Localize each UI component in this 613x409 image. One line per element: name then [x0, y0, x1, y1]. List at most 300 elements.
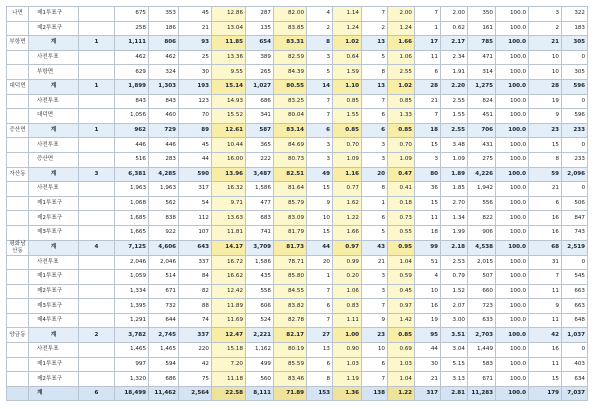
value-cell: 0.85 — [388, 123, 415, 138]
value-cell: 100.0 — [496, 167, 529, 182]
polling-station-label: 제2투표구 — [29, 284, 79, 299]
value-cell: 59 — [529, 167, 562, 182]
district-name-cell — [7, 182, 29, 197]
value-cell: 8 — [307, 36, 333, 51]
value-cell: 123 — [179, 94, 212, 109]
value-cell: 4 — [415, 270, 441, 285]
value-cell: 317 — [179, 182, 212, 197]
value-cell: 222 — [246, 152, 274, 167]
count-cell: 6 — [79, 386, 115, 401]
district-name-cell: 대덕면 — [7, 79, 29, 94]
value-cell: 0.59 — [388, 270, 415, 285]
value-cell: 0.41 — [388, 182, 415, 197]
district-name-cell — [7, 343, 29, 358]
value-cell: 0.70 — [388, 138, 415, 153]
value-cell: 16 — [529, 343, 562, 358]
value-cell: 15 — [307, 182, 333, 197]
value-cell: 15 — [529, 138, 562, 153]
value-cell: 7 — [307, 94, 333, 109]
value-cell: 2,703 — [468, 328, 496, 343]
value-cell: 1.59 — [333, 65, 362, 80]
polling-station-label: 제3투표구 — [29, 225, 79, 240]
table-row — [7, 211, 613, 226]
district-name-cell: 나면 — [7, 7, 29, 22]
value-cell: 0.45 — [388, 284, 415, 299]
value-cell: 13.36 — [212, 50, 246, 65]
table-row — [7, 270, 613, 285]
value-cell: 21 — [529, 182, 562, 197]
value-cell: 6 — [362, 357, 388, 372]
value-cell: 446 — [149, 138, 179, 153]
value-cell: 365 — [246, 138, 274, 153]
value-cell: 594 — [149, 357, 179, 372]
value-cell: 7.20 — [212, 357, 246, 372]
value-cell: 462 — [115, 50, 149, 65]
value-cell: 5 — [307, 65, 333, 80]
value-cell: 6 — [415, 65, 441, 80]
value-cell: 11 — [415, 211, 441, 226]
value-cell: 743 — [562, 225, 588, 240]
value-cell: 633 — [468, 313, 496, 328]
value-cell: 1.00 — [333, 328, 362, 343]
table-row — [7, 284, 613, 299]
value-cell: 11.18 — [212, 372, 246, 387]
polling-station-label: 사전투표 — [29, 138, 79, 153]
value-cell: 435 — [246, 270, 274, 285]
value-cell: 1,320 — [115, 372, 149, 387]
district-name-cell: 자산동 — [7, 167, 29, 182]
value-cell: 671 — [149, 284, 179, 299]
value-cell: 545 — [562, 270, 588, 285]
value-cell: 305 — [562, 65, 588, 80]
value-cell: 220 — [179, 343, 212, 358]
value-cell: 2.18 — [441, 240, 468, 255]
value-cell: 100.0 — [496, 284, 529, 299]
polling-station-label: 계 — [29, 240, 79, 255]
value-cell: 1,963 — [115, 182, 149, 197]
district-name-cell — [7, 284, 29, 299]
value-cell: 1 — [307, 270, 333, 285]
value-cell: 14 — [307, 79, 333, 94]
count-cell: 4 — [79, 240, 115, 255]
polling-station-label: 제2투표구 — [29, 372, 79, 387]
value-cell: 1.36 — [333, 386, 362, 401]
value-cell: 471 — [468, 50, 496, 65]
value-cell: 19 — [415, 313, 441, 328]
table-row — [7, 357, 613, 372]
value-cell: 648 — [562, 313, 588, 328]
value-cell: 4,606 — [149, 240, 179, 255]
value-cell: 11 — [529, 284, 562, 299]
value-cell: 1.02 — [333, 36, 362, 51]
count-cell — [79, 372, 115, 387]
value-cell: 5 — [362, 50, 388, 65]
value-cell: 10 — [529, 65, 562, 80]
value-cell: 15 — [307, 225, 333, 240]
value-cell: 4,226 — [468, 167, 496, 182]
value-cell: 0 — [562, 138, 588, 153]
value-cell: 1.10 — [333, 79, 362, 94]
value-cell: 100.0 — [496, 255, 529, 270]
value-cell: 95 — [415, 328, 441, 343]
value-cell: 16 — [415, 299, 441, 314]
value-cell: 1.42 — [388, 313, 415, 328]
value-cell: 14.93 — [212, 94, 246, 109]
value-cell: 446 — [115, 138, 149, 153]
value-cell: 643 — [179, 240, 212, 255]
value-cell: 80.04 — [274, 109, 307, 124]
value-cell: 305 — [562, 36, 588, 51]
value-cell: 3 — [362, 284, 388, 299]
value-cell: 1,586 — [246, 182, 274, 197]
district-name-cell — [7, 94, 29, 109]
value-cell: 6,381 — [115, 167, 149, 182]
value-cell: 596 — [562, 79, 588, 94]
value-cell: 558 — [246, 284, 274, 299]
value-cell: 28 — [529, 79, 562, 94]
count-cell — [79, 21, 115, 36]
polling-station-label: 부항면 — [29, 65, 79, 80]
value-cell: 100.0 — [496, 65, 529, 80]
count-cell — [79, 94, 115, 109]
value-cell: 233 — [562, 123, 588, 138]
value-cell: 7 — [362, 7, 388, 22]
district-name-cell — [7, 270, 29, 285]
value-cell: 100.0 — [496, 152, 529, 167]
value-cell: 153 — [307, 386, 333, 401]
value-cell: 7 — [362, 299, 388, 314]
value-cell: 8 — [307, 372, 333, 387]
value-cell: 12.42 — [212, 284, 246, 299]
count-cell — [79, 284, 115, 299]
value-cell: 15 — [415, 196, 441, 211]
count-cell — [79, 50, 115, 65]
value-cell: 7 — [362, 372, 388, 387]
value-cell: 1.22 — [333, 211, 362, 226]
value-cell: 82.51 — [274, 167, 307, 182]
district-name-cell — [7, 386, 29, 401]
value-cell: 3.00 — [441, 313, 468, 328]
value-cell: 2,015 — [468, 255, 496, 270]
value-cell: 10 — [529, 50, 562, 65]
value-cell: 3 — [362, 270, 388, 285]
polling-station-label: 사전투표 — [29, 50, 79, 65]
value-cell: 5.15 — [441, 357, 468, 372]
value-cell: 4,538 — [468, 240, 496, 255]
value-cell: 23 — [362, 328, 388, 343]
count-cell — [79, 196, 115, 211]
district-name-cell: 부항면 — [7, 36, 29, 51]
value-cell: 4 — [307, 7, 333, 22]
value-cell: 7,125 — [115, 240, 149, 255]
value-cell: 7 — [307, 109, 333, 124]
value-cell: 11 — [415, 50, 441, 65]
value-cell: 3 — [415, 152, 441, 167]
value-cell: 16.62 — [212, 270, 246, 285]
value-cell: 85.80 — [274, 270, 307, 285]
value-cell: 85.59 — [274, 357, 307, 372]
value-cell: 179 — [529, 386, 562, 401]
count-cell: 1 — [79, 123, 115, 138]
table-body — [7, 7, 613, 401]
value-cell: 10 — [362, 343, 388, 358]
value-cell: 2.53 — [441, 255, 468, 270]
value-cell: 89 — [179, 123, 212, 138]
table-row — [7, 225, 613, 240]
table-row — [7, 372, 613, 387]
value-cell: 3 — [529, 7, 562, 22]
value-cell: 460 — [149, 109, 179, 124]
value-cell: 1,942 — [468, 182, 496, 197]
value-cell: 7 — [529, 270, 562, 285]
value-cell: 287 — [246, 7, 274, 22]
value-cell: 85.79 — [274, 196, 307, 211]
value-cell: 3 — [307, 50, 333, 65]
vote-results-table — [6, 6, 613, 401]
value-cell: 671 — [468, 372, 496, 387]
value-cell: 1.02 — [388, 79, 415, 94]
value-cell: 51 — [415, 255, 441, 270]
value-cell: 0.62 — [441, 21, 468, 36]
value-cell: 6 — [362, 109, 388, 124]
value-cell: 258 — [115, 21, 149, 36]
value-cell: 16.32 — [212, 182, 246, 197]
value-cell: 13.04 — [212, 21, 246, 36]
value-cell: 43 — [362, 240, 388, 255]
value-cell: 1,027 — [246, 79, 274, 94]
value-cell: 337 — [179, 328, 212, 343]
value-cell: 806 — [149, 36, 179, 51]
polling-station-label: 제1투표구 — [29, 357, 79, 372]
value-cell: 1.55 — [333, 109, 362, 124]
polling-station-label: 제1투표구 — [29, 270, 79, 285]
value-cell: 31 — [529, 255, 562, 270]
value-cell: 2 — [307, 21, 333, 36]
value-cell: 21 — [415, 94, 441, 109]
value-cell: 2,221 — [246, 328, 274, 343]
value-cell: 14.17 — [212, 240, 246, 255]
value-cell: 683 — [246, 211, 274, 226]
value-cell: 81.79 — [274, 225, 307, 240]
polling-station-label: 대덕면 — [29, 109, 79, 124]
polling-station-label: 제4투표구 — [29, 313, 79, 328]
value-cell: 477 — [246, 196, 274, 211]
value-cell: 317 — [415, 386, 441, 401]
value-cell: 0 — [562, 50, 588, 65]
value-cell: 3 — [362, 138, 388, 153]
value-cell: 30 — [415, 357, 441, 372]
value-cell: 1.55 — [441, 109, 468, 124]
value-cell: 732 — [149, 299, 179, 314]
value-cell: 606 — [246, 299, 274, 314]
value-cell: 100.0 — [496, 79, 529, 94]
district-name-cell — [7, 21, 29, 36]
value-cell: 506 — [562, 196, 588, 211]
value-cell: 15.18 — [212, 343, 246, 358]
polling-station-label: 계 — [29, 167, 79, 182]
value-cell: 660 — [468, 284, 496, 299]
district-name-cell — [7, 313, 29, 328]
value-cell: 7 — [362, 94, 388, 109]
polling-station-label: 제2투표구 — [29, 21, 79, 36]
district-name-cell: 증산면 — [7, 123, 29, 138]
value-cell: 824 — [468, 94, 496, 109]
value-cell: 1.14 — [333, 7, 362, 22]
value-cell: 112 — [179, 211, 212, 226]
value-cell: 3.48 — [441, 138, 468, 153]
value-cell: 100.0 — [496, 182, 529, 197]
value-cell: 44 — [307, 240, 333, 255]
value-cell: 12.47 — [212, 328, 246, 343]
value-cell: 1,059 — [115, 270, 149, 285]
value-cell: 1,685 — [115, 211, 149, 226]
district-total-row — [7, 123, 613, 138]
value-cell: 0 — [562, 255, 588, 270]
district-name-cell — [7, 299, 29, 314]
value-cell: 10.44 — [212, 138, 246, 153]
value-cell: 9 — [307, 196, 333, 211]
value-cell: 1.09 — [333, 152, 362, 167]
value-cell: 3 — [307, 152, 333, 167]
value-cell: 634 — [562, 372, 588, 387]
polling-station-label: 계 — [29, 328, 79, 343]
value-cell: 838 — [149, 211, 179, 226]
value-cell: 590 — [179, 167, 212, 182]
value-cell: 100.0 — [496, 50, 529, 65]
value-cell: 1,586 — [246, 255, 274, 270]
table-row — [7, 138, 613, 153]
value-cell: 100.0 — [496, 299, 529, 314]
count-cell — [79, 299, 115, 314]
value-cell: 3.51 — [441, 328, 468, 343]
value-cell: 431 — [468, 138, 496, 153]
value-cell: 0.69 — [388, 343, 415, 358]
value-cell: 1.06 — [388, 50, 415, 65]
count-cell: 3 — [79, 167, 115, 182]
district-name-cell — [7, 372, 29, 387]
value-cell: 19 — [529, 94, 562, 109]
count-cell — [79, 255, 115, 270]
polling-station-label: 계 — [29, 386, 79, 401]
value-cell: 70 — [179, 109, 212, 124]
value-cell: 6 — [307, 299, 333, 314]
value-cell: 583 — [468, 357, 496, 372]
value-cell: 1.24 — [388, 21, 415, 36]
value-cell: 9.55 — [212, 65, 246, 80]
value-cell: 8 — [362, 65, 388, 80]
value-cell: 1.19 — [333, 372, 362, 387]
value-cell: 99 — [415, 240, 441, 255]
value-cell: 1,037 — [562, 328, 588, 343]
count-cell — [79, 211, 115, 226]
value-cell: 11.81 — [212, 225, 246, 240]
count-cell: 1 — [79, 79, 115, 94]
value-cell: 100.0 — [496, 7, 529, 22]
value-cell: 8 — [362, 182, 388, 197]
district-name-cell — [7, 357, 29, 372]
value-cell: 741 — [246, 225, 274, 240]
table-row — [7, 343, 613, 358]
value-cell: 16 — [529, 225, 562, 240]
value-cell: 7 — [307, 284, 333, 299]
value-cell: 45 — [179, 138, 212, 153]
polling-station-label: 사전투표 — [29, 182, 79, 197]
count-cell — [79, 7, 115, 22]
table-row — [7, 313, 613, 328]
value-cell: 0.83 — [333, 299, 362, 314]
value-cell: 1,275 — [468, 79, 496, 94]
value-cell: 2,745 — [149, 328, 179, 343]
district-name-cell — [7, 109, 29, 124]
value-cell: 80.73 — [274, 152, 307, 167]
value-cell: 556 — [468, 196, 496, 211]
value-cell: 84.69 — [274, 138, 307, 153]
value-cell: 663 — [562, 284, 588, 299]
value-cell: 83.09 — [274, 211, 307, 226]
value-cell: 183 — [562, 21, 588, 36]
value-cell: 83.85 — [274, 21, 307, 36]
value-cell: 45 — [179, 7, 212, 22]
value-cell: 84.55 — [274, 284, 307, 299]
value-cell: 7 — [415, 109, 441, 124]
value-cell: 1,303 — [149, 79, 179, 94]
value-cell: 1,056 — [115, 109, 149, 124]
value-cell: 30 — [179, 65, 212, 80]
district-total-row — [7, 328, 613, 343]
value-cell: 1.33 — [388, 109, 415, 124]
value-cell: 49 — [307, 167, 333, 182]
value-cell: 83.31 — [274, 36, 307, 51]
value-cell: 1.24 — [333, 21, 362, 36]
table-row — [7, 255, 613, 270]
value-cell: 83.82 — [274, 299, 307, 314]
value-cell: 686 — [246, 94, 274, 109]
value-cell: 2,096 — [562, 167, 588, 182]
value-cell: 84 — [179, 270, 212, 285]
value-cell: 83.25 — [274, 94, 307, 109]
value-cell: 2.00 — [388, 7, 415, 22]
value-cell: 785 — [468, 36, 496, 51]
value-cell: 2.70 — [441, 196, 468, 211]
table-row — [7, 152, 613, 167]
value-cell: 1.99 — [441, 225, 468, 240]
value-cell: 451 — [468, 109, 496, 124]
value-cell: 8 — [529, 152, 562, 167]
value-cell: 100.0 — [496, 123, 529, 138]
value-cell: 74 — [179, 313, 212, 328]
value-cell: 1.66 — [388, 36, 415, 51]
value-cell: 3.13 — [441, 372, 468, 387]
district-name-cell — [7, 65, 29, 80]
value-cell: 337 — [179, 255, 212, 270]
value-cell: 524 — [246, 313, 274, 328]
value-cell: 1,899 — [115, 79, 149, 94]
value-cell: 922 — [149, 225, 179, 240]
value-cell: 186 — [149, 21, 179, 36]
district-name-cell — [7, 255, 29, 270]
value-cell: 12.86 — [212, 7, 246, 22]
value-cell: 0 — [562, 94, 588, 109]
district-name-cell — [7, 196, 29, 211]
value-cell: 193 — [179, 79, 212, 94]
value-cell: 462 — [149, 50, 179, 65]
value-cell: 265 — [246, 65, 274, 80]
value-cell: 11.85 — [212, 36, 246, 51]
value-cell: 1.04 — [388, 372, 415, 387]
value-cell: 997 — [115, 357, 149, 372]
value-cell: 2,519 — [562, 240, 588, 255]
value-cell: 18 — [415, 225, 441, 240]
